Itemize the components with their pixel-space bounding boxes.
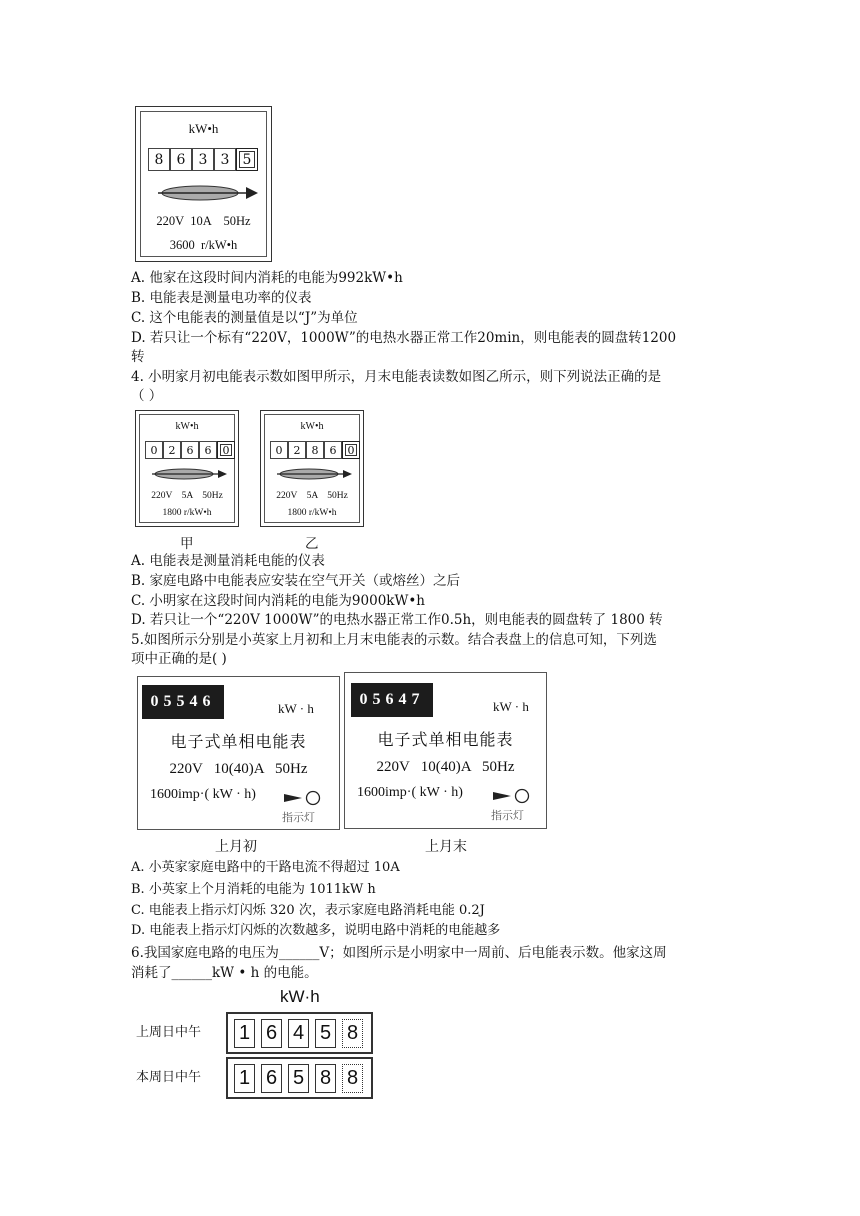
meter-spec: 220V 10(40)A 50Hz <box>169 761 308 777</box>
meter-figure-jia <box>135 410 239 527</box>
q5-option-c: C. 电能表上指示灯闪烁 320 次，表示家庭电路消耗电能 0.2J <box>131 903 485 918</box>
meter-digit: 0 <box>217 441 235 459</box>
meter-digit: 8 <box>306 441 324 459</box>
meter-digit: 3 <box>192 148 214 171</box>
meter-display: 05647 <box>351 683 433 717</box>
meter-digit: 0 <box>270 441 288 459</box>
meter-display: 05546 <box>142 685 224 719</box>
q3-option-b: B. 电能表是测量电功率的仪表 <box>131 290 312 306</box>
electronic-meter-start <box>137 676 340 830</box>
meter-indicator-label: 指示灯 <box>491 810 524 822</box>
q6-stem: 6.我国家庭电路的电压为______V；如图所示是小明家中一周前、后电能表示数。他家这周 <box>131 945 667 961</box>
meter-decimal-digit: 8 <box>342 1019 363 1048</box>
q5-option-a: A. 小英家家庭电路中的干路电流不得超过 10A <box>131 860 400 875</box>
meter-digit: 0 <box>145 441 163 459</box>
meter-digit: 8 <box>148 148 170 171</box>
q5-stem-cont: 项中正确的是( ) <box>131 651 227 667</box>
meter-digits <box>148 148 258 171</box>
meter-disc-icon <box>154 183 258 203</box>
q4-option-b: B. 家庭电路中电能表应安装在空气开关（或熔丝）之后 <box>131 573 461 589</box>
meter-digit: 5 <box>288 1064 309 1093</box>
weekly-meter-unit: kW·h <box>280 987 320 1006</box>
meter-disc-icon <box>149 467 227 481</box>
q4-option-d: D. 若只让一个“220V 1000W”的电热水器正常工作0.5h，则电能表的圆盘转了 1800 转 <box>131 612 663 628</box>
weekly-meter-this <box>226 1057 373 1099</box>
meter-figure-1 <box>135 106 272 262</box>
meter-digit: 6 <box>170 148 192 171</box>
meter-digit: 6 <box>181 441 199 459</box>
figure-caption-yi: 乙 <box>305 536 319 552</box>
meter-digit: 1 <box>234 1019 255 1048</box>
meter-unit: kW•h <box>300 421 324 432</box>
figure-caption-start: 上月初 <box>215 839 257 855</box>
meter-rate: 1800 r/kW•h <box>162 508 212 518</box>
meter-decimal-digit: 8 <box>342 1064 363 1093</box>
meter-imp: 1600imp·( kW · h) <box>150 787 256 802</box>
electronic-meter-end <box>344 672 547 829</box>
meter-digit: 0 <box>342 441 360 459</box>
meter-digit: 5 <box>236 148 258 171</box>
meter-unit: kW · h <box>278 701 314 716</box>
meter-rate: 3600 r/kW•h <box>169 238 238 252</box>
meter-digit: 1 <box>234 1064 255 1093</box>
meter-digit: 6 <box>199 441 217 459</box>
q5-option-d: D. 电能表上指示灯闪烁的次数越多，说明电路中消耗的电能越多 <box>131 923 501 938</box>
q5-option-b: B. 小英家上个月消耗的电能为 1011kW h <box>131 882 376 897</box>
meter-spec: 220V 5A 50Hz <box>151 491 223 501</box>
meter-digit: 2 <box>163 441 181 459</box>
meter-spec: 220V 5A 50Hz <box>276 491 348 501</box>
q6-stem-cont: 消耗了______kW • h 的电能。 <box>131 965 318 981</box>
meter-rate: 1800 r/kW•h <box>287 508 337 518</box>
meter-unit: kW•h <box>175 421 199 432</box>
q4-option-a: A. 电能表是测量消耗电能的仪表 <box>131 553 325 569</box>
meter-imp: 1600imp·( kW · h) <box>357 785 463 800</box>
meter-digit: 8 <box>315 1064 336 1093</box>
q3-option-c: C. 这个电能表的测量值是以“J”为单位 <box>131 310 358 326</box>
meter-title: 电子式单相电能表 <box>377 732 514 749</box>
meter-figure-yi <box>260 410 364 527</box>
weekly-row-label-last: 上周日中午 <box>136 1025 202 1040</box>
meter-unit: kW•h <box>188 121 219 136</box>
q5-stem: 5.如图所示分别是小英家上月初和上月末电能表的示数。结合表盘上的信息可知，下列选 <box>131 632 657 648</box>
indicator-arrow-icon <box>491 788 531 804</box>
q3-option-a: A. 他家在这段时间内消耗的电能为992kW•h <box>131 270 403 286</box>
meter-title: 电子式单相电能表 <box>170 734 307 751</box>
meter-digit: 6 <box>324 441 342 459</box>
meter-spec: 220V 10(40)A 50Hz <box>376 759 515 775</box>
meter-digit: 2 <box>288 441 306 459</box>
meter-spec: 220V 10A 50Hz <box>156 214 251 228</box>
figure-caption-jia: 甲 <box>180 536 194 552</box>
meter-disc-icon <box>274 467 352 481</box>
meter-digit: 4 <box>288 1019 309 1048</box>
meter-digit: 6 <box>261 1064 282 1093</box>
weekly-meter-last <box>226 1012 373 1054</box>
meter-digit: 6 <box>261 1019 282 1048</box>
weekly-row-label-this: 本周日中午 <box>136 1070 202 1085</box>
indicator-arrow-icon <box>282 790 322 806</box>
q3-option-d-cont: 转 <box>131 349 145 365</box>
q3-option-d: D. 若只让一个标有“220V，1000W”的电热水器正常工作20min，则电能表的圆盘转1200 <box>131 330 677 346</box>
meter-unit: kW · h <box>493 699 529 714</box>
q4-stem: 4. 小明家月初电能表示数如图甲所示，月末电能表读数如图乙所示，则下列说法正确的是 <box>131 369 662 385</box>
figure-caption-end: 上月末 <box>425 839 467 855</box>
q4-stem-cont: （ ） <box>131 388 163 404</box>
meter-digit: 5 <box>315 1019 336 1048</box>
meter-indicator-label: 指示灯 <box>282 812 315 824</box>
meter-digits <box>145 441 235 459</box>
q4-option-c: C. 小明家在这段时间内消耗的电能为9000kW•h <box>131 593 426 609</box>
meter-digits <box>270 441 360 459</box>
meter-digit: 3 <box>214 148 236 171</box>
